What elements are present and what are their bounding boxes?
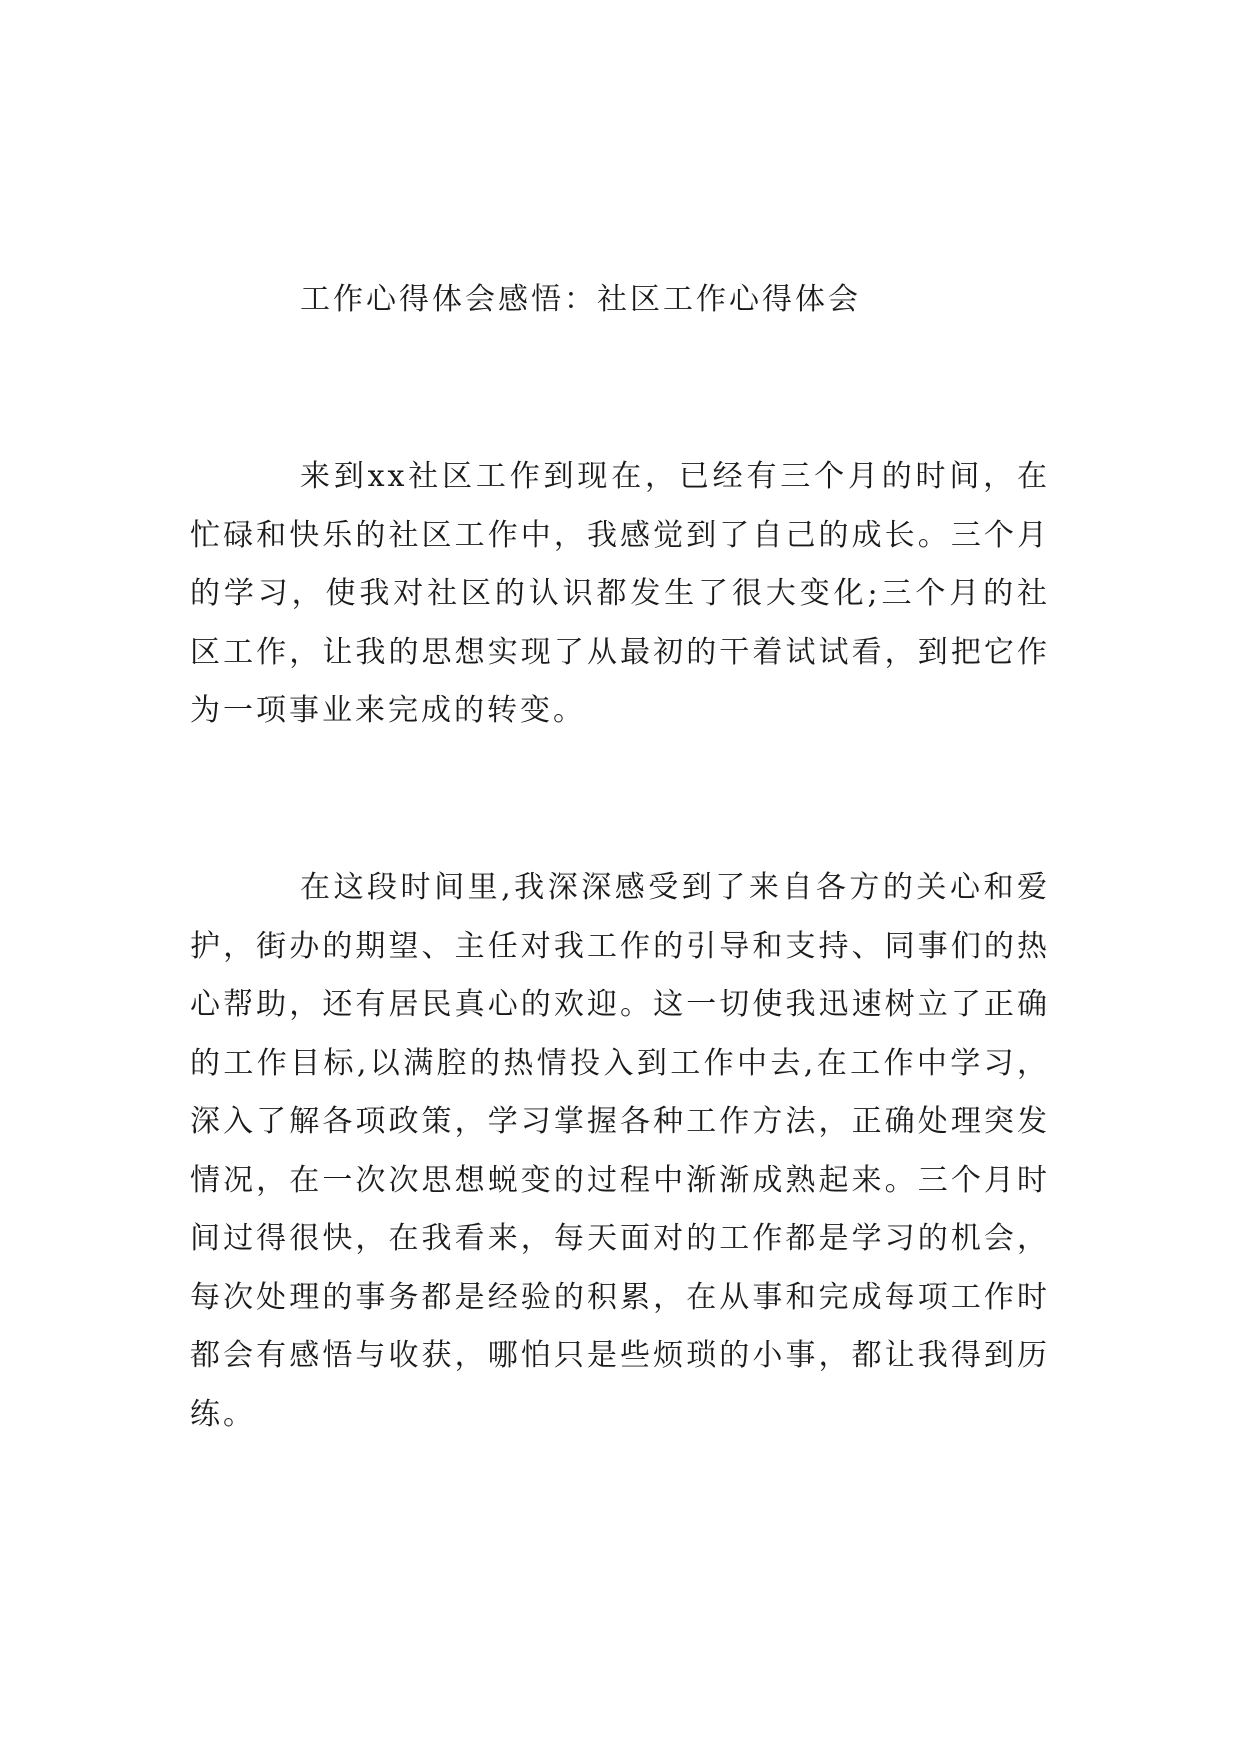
- body-paragraph-2: 在这段时间里,我深深感受到了来自各方的关心和爱护，街办的期望、主任对我工作的引导和支持、同事们的热心帮助，还有居民真心的欢迎。这一切使我迅速树立了正确的工作目标,以满腔的热情投入到工作中去,在工作中学习，深入了解各项政策，学习掌握各种工作方法，正确处理突发情况，在一次次思想蜕变的过程中渐渐成熟起来。三个月时间过得很快，在我看来，每天面对的工作都是学习的机会，每次处理的事务都是经验的积累，在从事和完成每项工作时都会有感悟与收获，哪怕只是些烦琐的小事，都让我得到历练。: [190, 870, 1050, 1432]
- document-title: 工作心得体会感悟：社区工作心得体会: [300, 282, 861, 317]
- body-paragraph-1: 来到xx社区工作到现在，已经有三个月的时间，在忙碌和快乐的社区工作中，我感觉到了自己的成长。三个月的学习，使我对社区的认识都发生了很大变化;三个月的社区工作，让我的思想实现了从最初的干着试试看，到把它作为一项事业来完成的转变。: [190, 459, 1050, 728]
